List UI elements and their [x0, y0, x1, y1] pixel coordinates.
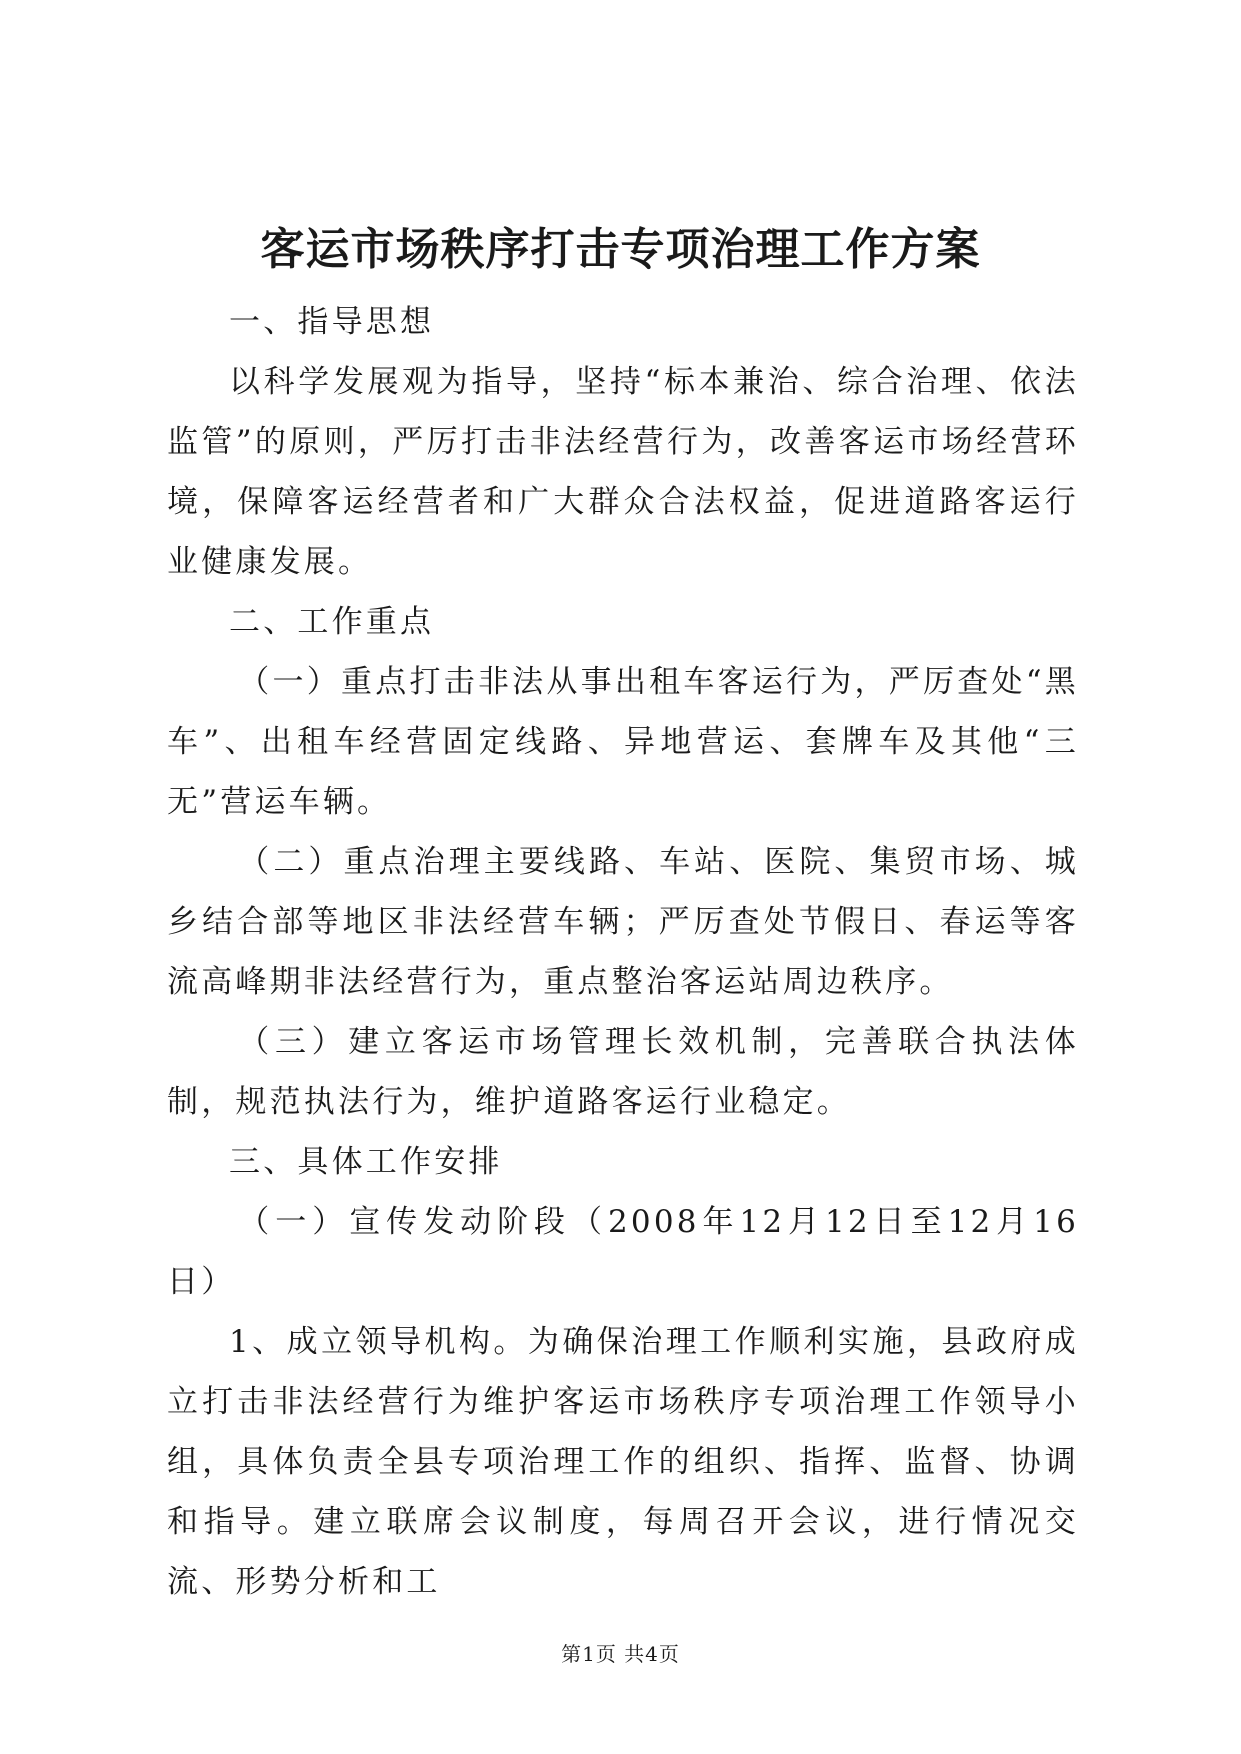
paragraph-focus-item-1: （一）重点打击非法从事出租车客运行为，严厉查处“黑车”、出租车经营固定线路、异地营运、套牌车及其他“三无”营运车辆。	[167, 664, 1079, 820]
paragraph-focus-item-2: （二）重点治理主要线路、车站、医院、集贸市场、城乡结合部等地区非法经营车辆；严厉查处节假日、春运等客流高峰期非法经营行为，重点整治客运站周边秩序。	[167, 844, 1079, 1000]
paragraph-publicity-stage: （一）宣传发动阶段（2008年12月12日至12月16日）	[167, 1204, 1079, 1300]
page-number-footer: 第1页 共4页	[561, 1642, 680, 1666]
document-title: 客运市场秩序打击专项治理工作方案	[260, 224, 981, 275]
section-heading-work-focus: 二、工作重点	[229, 604, 435, 640]
paragraph-leadership-setup: 1、成立领导机构。为确保治理工作顺利实施，县政府成立打击非法经营行为维护客运市场秩序专项治理工作领导小组，具体负责全县专项治理工作的组织、指挥、监督、协调和指导。建立联席会议制度，每周召开会议，进行情况交流、形势分析和工	[167, 1324, 1079, 1600]
section-heading-work-arrangement: 三、具体工作安排	[229, 1144, 503, 1180]
document-body	[167, 292, 1079, 1612]
paragraph-focus-item-3: （三）建立客运市场管理长效机制，完善联合执法体制，规范执法行为，维护道路客运行业稳定。	[167, 1024, 1079, 1120]
paragraph-guiding-ideology: 以科学发展观为指导，坚持“标本兼治、综合治理、依法监管”的原则，严厉打击非法经营行为，改善客运市场经营环境，保障客运经营者和广大群众合法权益，促进道路客运行业健康发展。	[167, 364, 1079, 580]
section-heading-guiding-ideology: 一、指导思想	[229, 304, 435, 340]
